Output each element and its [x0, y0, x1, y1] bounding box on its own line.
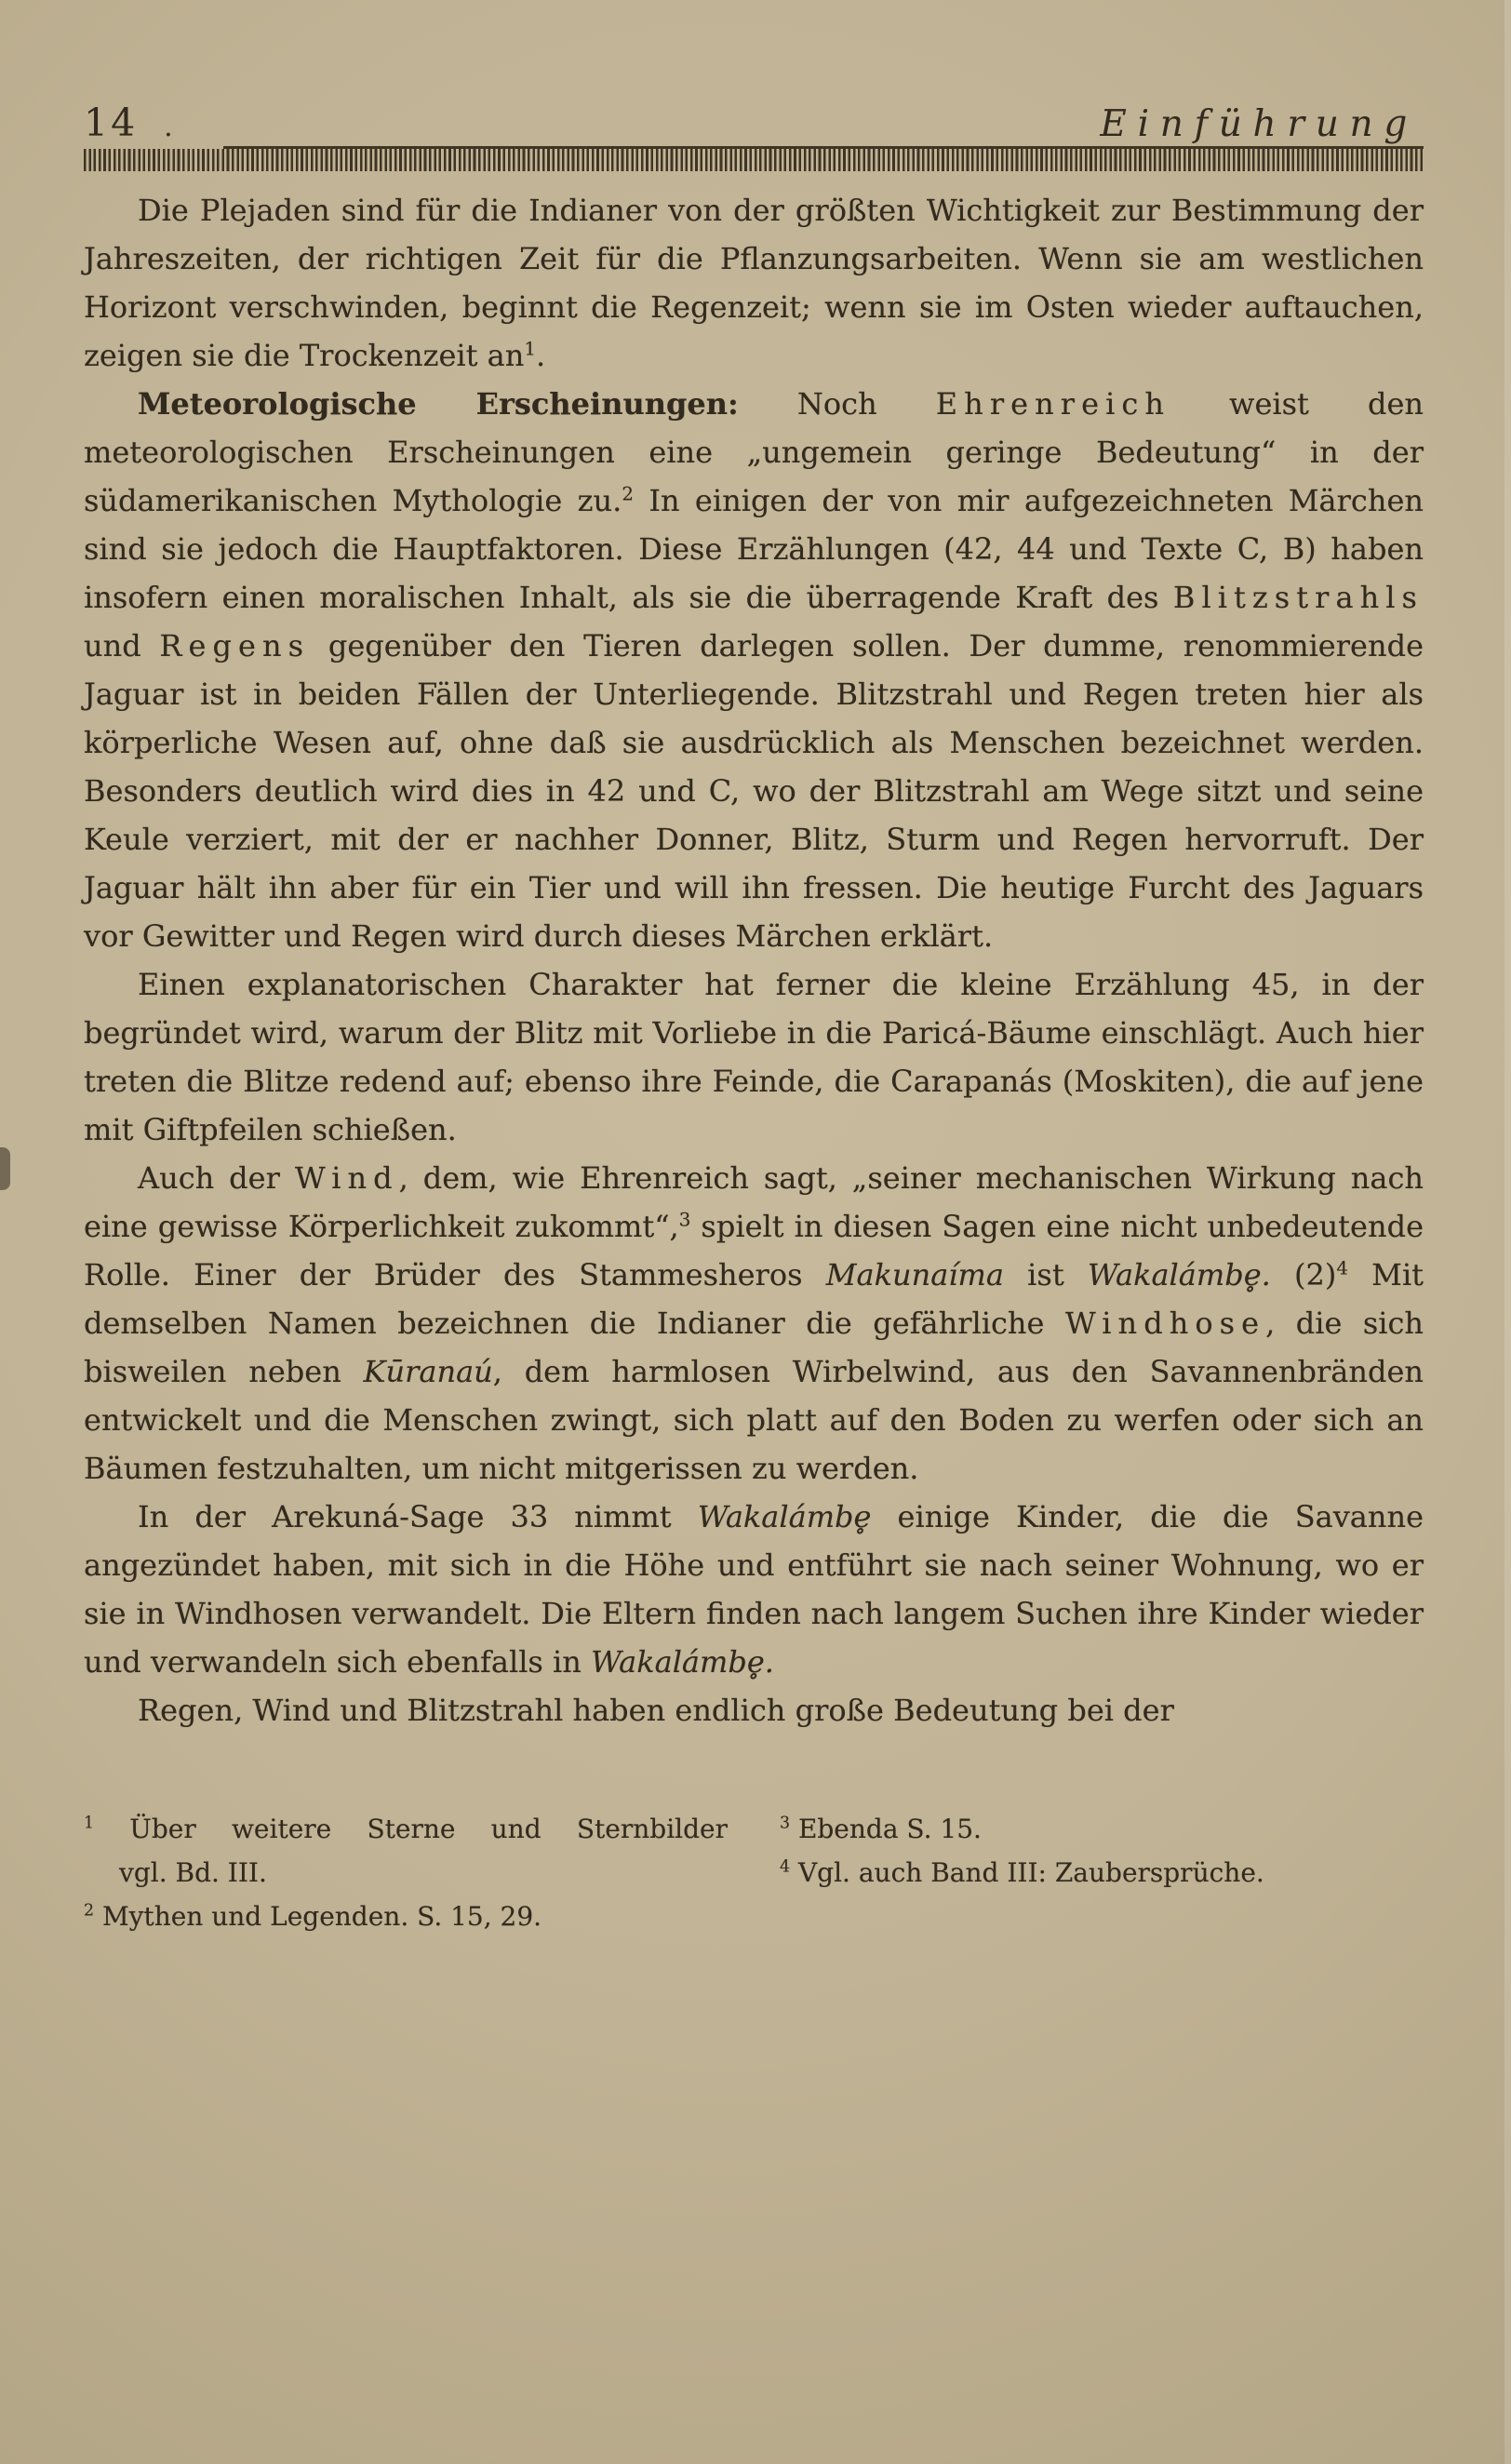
- scan-edge-highlight: [1504, 0, 1511, 2464]
- footnote-column-left: [84, 1807, 728, 1938]
- footnote-4: $^4$ Vgl. auch Band III: Zaubersprüche.: [780, 1857, 1264, 1888]
- scan-smudge: [0, 1147, 10, 1190]
- page-number-group: [84, 100, 173, 145]
- paragraph-lightning-trees: Einen explanatorischen Charakter hat ferner die kleine Erzählung 45, in der begründet wird, warum der Blitz mit Vorliebe in die Paricá-Bäume einschlägt. Auch hier treten die Blitze redend auf; ebenso ihre Feinde, die Carapanás (Moskiten), die auf jene mit Giftpfeilen schießen.: [84, 967, 1424, 1147]
- page-header: [84, 0, 1424, 145]
- footnote-2: $^2$ Mythen und Legenden. S. 15, 29.: [84, 1901, 542, 1932]
- footnote-3: $^3$ Ebenda S. 15.: [780, 1814, 982, 1844]
- running-title: Einführung: [1100, 103, 1418, 145]
- paragraph-meteorological: Meteorologische Erscheinungen: Noch Ehrenreich weist den meteorologischen Erscheinungen eine „ungemein geringe Bedeutung“ in der südamerikanischen Mythologie zu.$^2$ In einigen der von mir aufgezeichneten Märchen sind sie jedoch die Hauptfaktoren. Diese Erzählungen (42, 44 und Texte C, B) haben insofern einen moralischen Inhalt, als sie die überragende Kraft des Blitzstrahls und Regens gegenüber den Tieren darlegen sollen. Der dumme, renommierende Jaguar ist in beiden Fällen der Unterliegende. Blitzstrahl und Regen treten hier als körperliche Wesen auf, ohne daß sie ausdrücklich als Menschen bezeichnet werden. Besonders deutlich wird dies in 42 und C, wo der Blitzstrahl am Wege sitzt und seine Keule verziert, mit der er nachher Donner, Blitz, Sturm und Regen hervorruft. Der Jaguar hält ihn aber für ein Tier und will ihn fressen. Die heutige Furcht des Jaguars vor Gewitter und Regen wird durch dieses Märchen erklärt.: [84, 386, 1424, 954]
- header-dot: .: [164, 111, 173, 143]
- page-number: 14: [84, 100, 139, 145]
- footnote-column-right: [780, 1807, 1424, 1938]
- paragraph-regen-wind-blitzstrahl: Regen, Wind und Blitzstrahl haben endlich große Bedeutung bei der: [138, 1693, 1174, 1728]
- footnotes: [84, 1807, 1424, 1938]
- paragraph-pleiades: Die Plejaden sind für die Indianer von der größten Wichtigkeit zur Bestimmung der Jahreszeiten, der richtigen Zeit für die Pflanzungsarbeiten. Wenn sie am westlichen Horizont verschwinden, beginnt die Regenzeit; wenn sie im Osten wieder auftauchen, zeigen sie die Trockenzeit $an^1$.: [84, 193, 1424, 373]
- paragraph-wind: Auch der Wind, dem, wie Ehrenreich sagt, „seiner mechanischen Wirkung nach eine gewisse Körperlichkeit zukommt“,$^3$ spielt in diesen Sagen eine nicht unbedeutende Rolle. Einer der Brüder des Stammesheros Makunaíma ist Wakalámbe̥. $(2)^4$ Mit demselben Namen bezeichnen die Indianer die gefährliche Windhose, die sich bisweilen neben Kūranaú, dem harmlosen Wirbelwind, aus den Savannenbränden entwickelt und die Menschen zwingt, sich platt auf den Boden zu werfen oder sich an Bäumen festzuhalten, um nicht mitgerissen zu werden.: [84, 1160, 1424, 1486]
- body-text: [84, 186, 1424, 1734]
- footnote-1: $^1$ Über weitere Sterne und Sternbilder vgl. Bd. III.: [84, 1814, 728, 1888]
- paragraph-arekuna-sage: In der Arekuná-Sage 33 nimmt Wakalámbe̥ einige Kinder, die die Savanne angezündet haben, mit sich in die Höhe und entführt sie nach seiner Wohnung, wo er sie in Windhosen verwandelt. Die Eltern finden nach langem Suchen ihre Kinder wieder und verwandeln sich ebenfalls in Wakalámbe̥.: [84, 1499, 1424, 1680]
- decorative-hatched-rule: [84, 149, 1424, 171]
